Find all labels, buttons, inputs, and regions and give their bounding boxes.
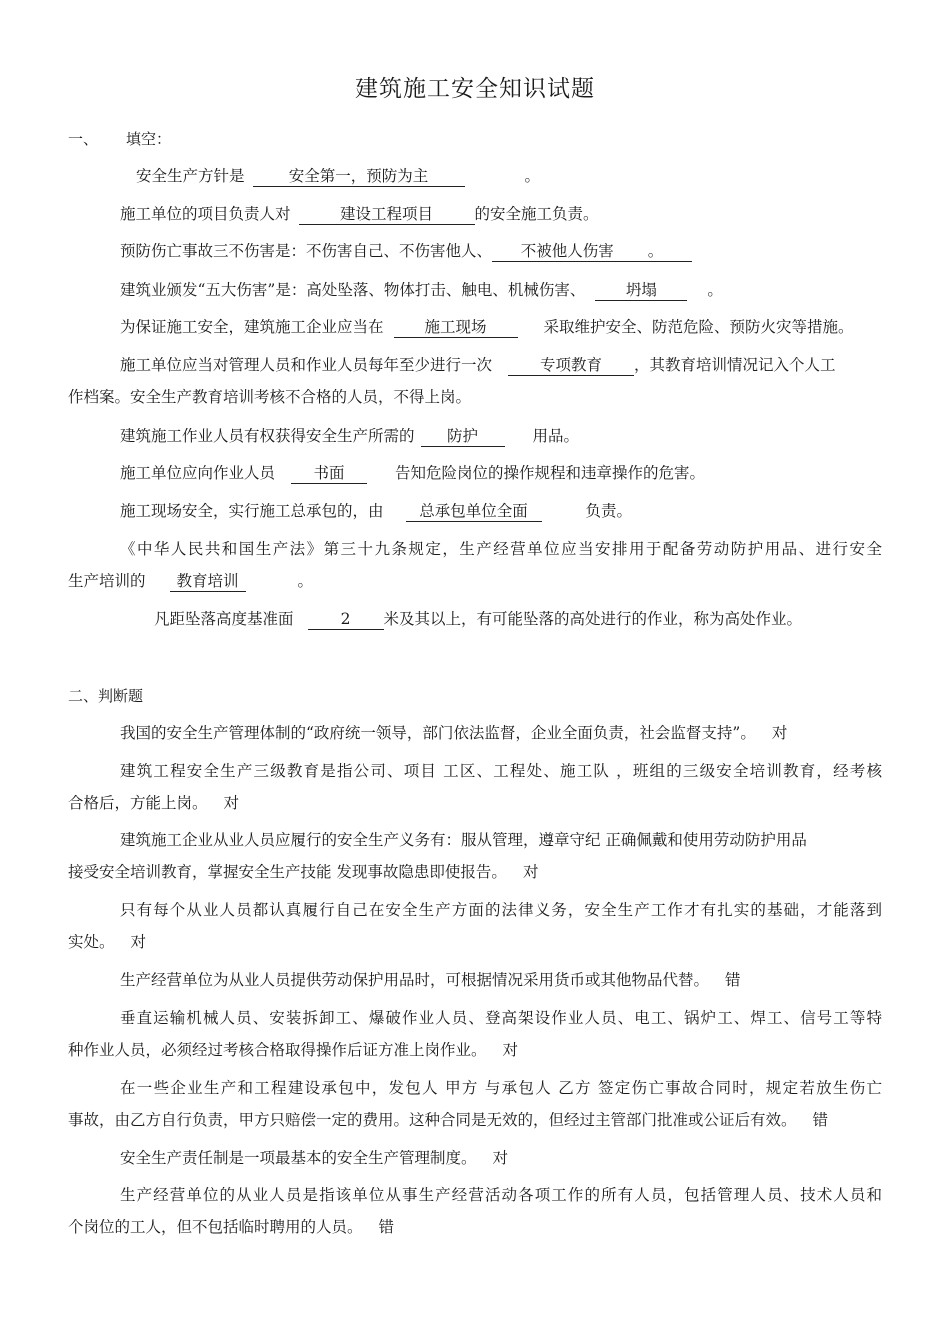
- answer-blank: 2: [308, 610, 384, 630]
- answer-mark: 错: [812, 1111, 829, 1129]
- answer-mark: 对: [492, 1149, 509, 1167]
- question-text: 米及其以上，有可能坠落的高处进行的作业，称为高处作业。: [383, 610, 803, 628]
- section-heading-fill: [68, 128, 171, 149]
- answer-mark: 对: [522, 863, 539, 881]
- question-text: 。: [707, 281, 723, 299]
- question-1: [136, 165, 540, 187]
- answer-mark: 对: [130, 933, 147, 951]
- answer-blank: 总承包单位全面: [406, 502, 542, 522]
- question-text: 告知危险岗位的操作规程和违章操作的危害。: [395, 464, 706, 482]
- judgement-2: 建筑工程安全生产三级教育是指公司、项目 工区、工程处、施工队 ，班组的三级安全培训教育，经考核: [120, 762, 882, 780]
- judgement-5: [120, 969, 741, 991]
- statement-text: 个岗位的工人，但不包括临时聘用的人员。: [68, 1218, 363, 1236]
- judgement-3: 建筑施工企业从业人员应履行的安全生产义务有：服从管理，遵章守纪 正确佩戴和使用劳动防护用品: [120, 831, 807, 849]
- question-4: [120, 279, 723, 301]
- answer-blank: 施工现场: [394, 318, 518, 338]
- question-text: 建筑施工作业人员有权获得安全生产所需的: [120, 427, 415, 445]
- judgement-6-continued: [68, 1039, 518, 1061]
- answer-mark: 对: [502, 1041, 519, 1059]
- question-text: 生产培训的: [68, 572, 146, 590]
- question-text: 施工单位应向作业人员: [120, 464, 276, 482]
- statement-text: 生产经营单位为从业人员提供劳动保护用品时，可根据情况采用货币或其他物品代替。: [120, 971, 710, 989]
- answer-blank: 不被他人伤害 。: [492, 242, 692, 262]
- question-text: 采取维护安全、防范危险、预防火灾等措施。: [543, 318, 854, 336]
- question-text: 预防伤亡事故三不伤害是：不伤害自己、不伤害他人、: [120, 242, 493, 260]
- question-7: [120, 425, 579, 447]
- question-text: 为保证施工安全，建筑施工企业应当在: [120, 318, 384, 336]
- question-6-continued: 作档案。安全生产教育培训考核不合格的人员，不得上岗。: [68, 388, 472, 406]
- question-text: 施工现场安全，实行施工总承包的，由: [120, 502, 384, 520]
- judgement-9-continued: [68, 1216, 394, 1238]
- statement-text: 种作业人员，必须经过考核合格取得操作后证方准上岗作业。: [68, 1041, 487, 1059]
- question-2: [120, 203, 599, 225]
- question-text: 。: [524, 167, 541, 185]
- section-label: 填空：: [126, 130, 172, 148]
- statement-text: 实处。: [68, 933, 115, 951]
- answer-blank: 书面: [291, 464, 367, 484]
- judgement-2-continued: [68, 792, 239, 814]
- answer-mark: 对: [771, 724, 788, 742]
- question-8: [120, 462, 705, 484]
- question-11: [154, 608, 802, 630]
- question-3: [120, 240, 692, 262]
- judgement-1: [120, 722, 787, 744]
- answer-blank: 教育培训: [170, 572, 246, 592]
- question-6: [120, 354, 836, 376]
- question-text: 负责。: [585, 502, 633, 520]
- question-text: 用品。: [532, 427, 580, 445]
- judgement-4-continued: [68, 931, 146, 953]
- statement-text: 合格后，方能上岗。: [68, 794, 208, 812]
- question-text: 凡距坠落高度基准面: [154, 610, 294, 628]
- question-text: ，其教育培训情况记入个人工: [634, 356, 836, 374]
- answer-mark: 错: [378, 1218, 395, 1236]
- section-number: 一、: [68, 130, 99, 148]
- statement-text: 我国的安全生产管理体制的“政府统一领导，部门依法监督，企业全面负责，社会监督支持”。: [120, 724, 756, 742]
- judgement-3-continued: [68, 861, 538, 883]
- section-heading-judge: 二、判断题: [68, 687, 144, 705]
- question-text: 施工单位应当对管理人员和作业人员每年至少进行一次: [120, 356, 493, 374]
- judgement-9: 生产经营单位的从业人员是指该单位从事生产经营活动各项工作的所有人员，包括管理人员、技术人员和: [120, 1186, 882, 1204]
- question-9: [120, 500, 632, 522]
- answer-mark: 错: [725, 971, 741, 989]
- judgement-4: 只有每个从业人员都认真履行自己在安全生产方面的法律义务，安全生产工作才有扎实的基础，才能落到: [120, 901, 882, 919]
- question-text: 安全生产方针是: [136, 167, 245, 185]
- question-text: 。: [297, 572, 314, 590]
- question-text: 施工单位的项目负责人对: [120, 205, 291, 223]
- statement-text: 安全生产责任制是一项最基本的安全生产管理制度。: [120, 1149, 477, 1167]
- page-title: 建筑施工安全知识试题: [355, 76, 595, 102]
- answer-blank: 坍塌: [595, 281, 687, 301]
- question-10: 《中华人民共和国生产法》第三十九条规定，生产经营单位应当安排用于配备劳动防护用品、进行安全: [120, 540, 882, 558]
- answer-blank: 建设工程项目: [299, 205, 475, 225]
- answer-mark: 对: [223, 794, 240, 812]
- answer-blank: 安全第一，预防为主: [253, 167, 465, 187]
- statement-text: 接受安全培训教育，掌握安全生产技能 发现事故隐患即使报告。: [68, 863, 507, 881]
- question-text: 建筑业颁发“五大伤害”是：高处坠落、物体打击、触电、机械伤害、: [120, 281, 586, 299]
- question-text: 的安全施工负责。: [474, 205, 599, 223]
- statement-text: 事故，由乙方自行负责，甲方只赔偿一定的费用。这种合同是无效的，但经过主管部门批准或公证后有效。: [68, 1111, 797, 1129]
- question-5: [120, 316, 854, 338]
- judgement-7: 在一些企业生产和工程建设承包中，发包人 甲方 与承包人 乙方 签定伤亡事故合同时，规定若放生伤亡: [120, 1079, 882, 1097]
- judgement-8: [120, 1147, 508, 1169]
- question-10-continued: [68, 570, 313, 592]
- judgement-7-continued: [68, 1109, 828, 1131]
- answer-blank: 防护: [421, 427, 505, 447]
- judgement-6: 垂直运输机械人员、安装拆卸工、爆破作业人员、登高架设作业人员、电工、锅炉工、焊工、信号工等特: [120, 1009, 882, 1027]
- answer-blank: 专项教育: [508, 356, 634, 376]
